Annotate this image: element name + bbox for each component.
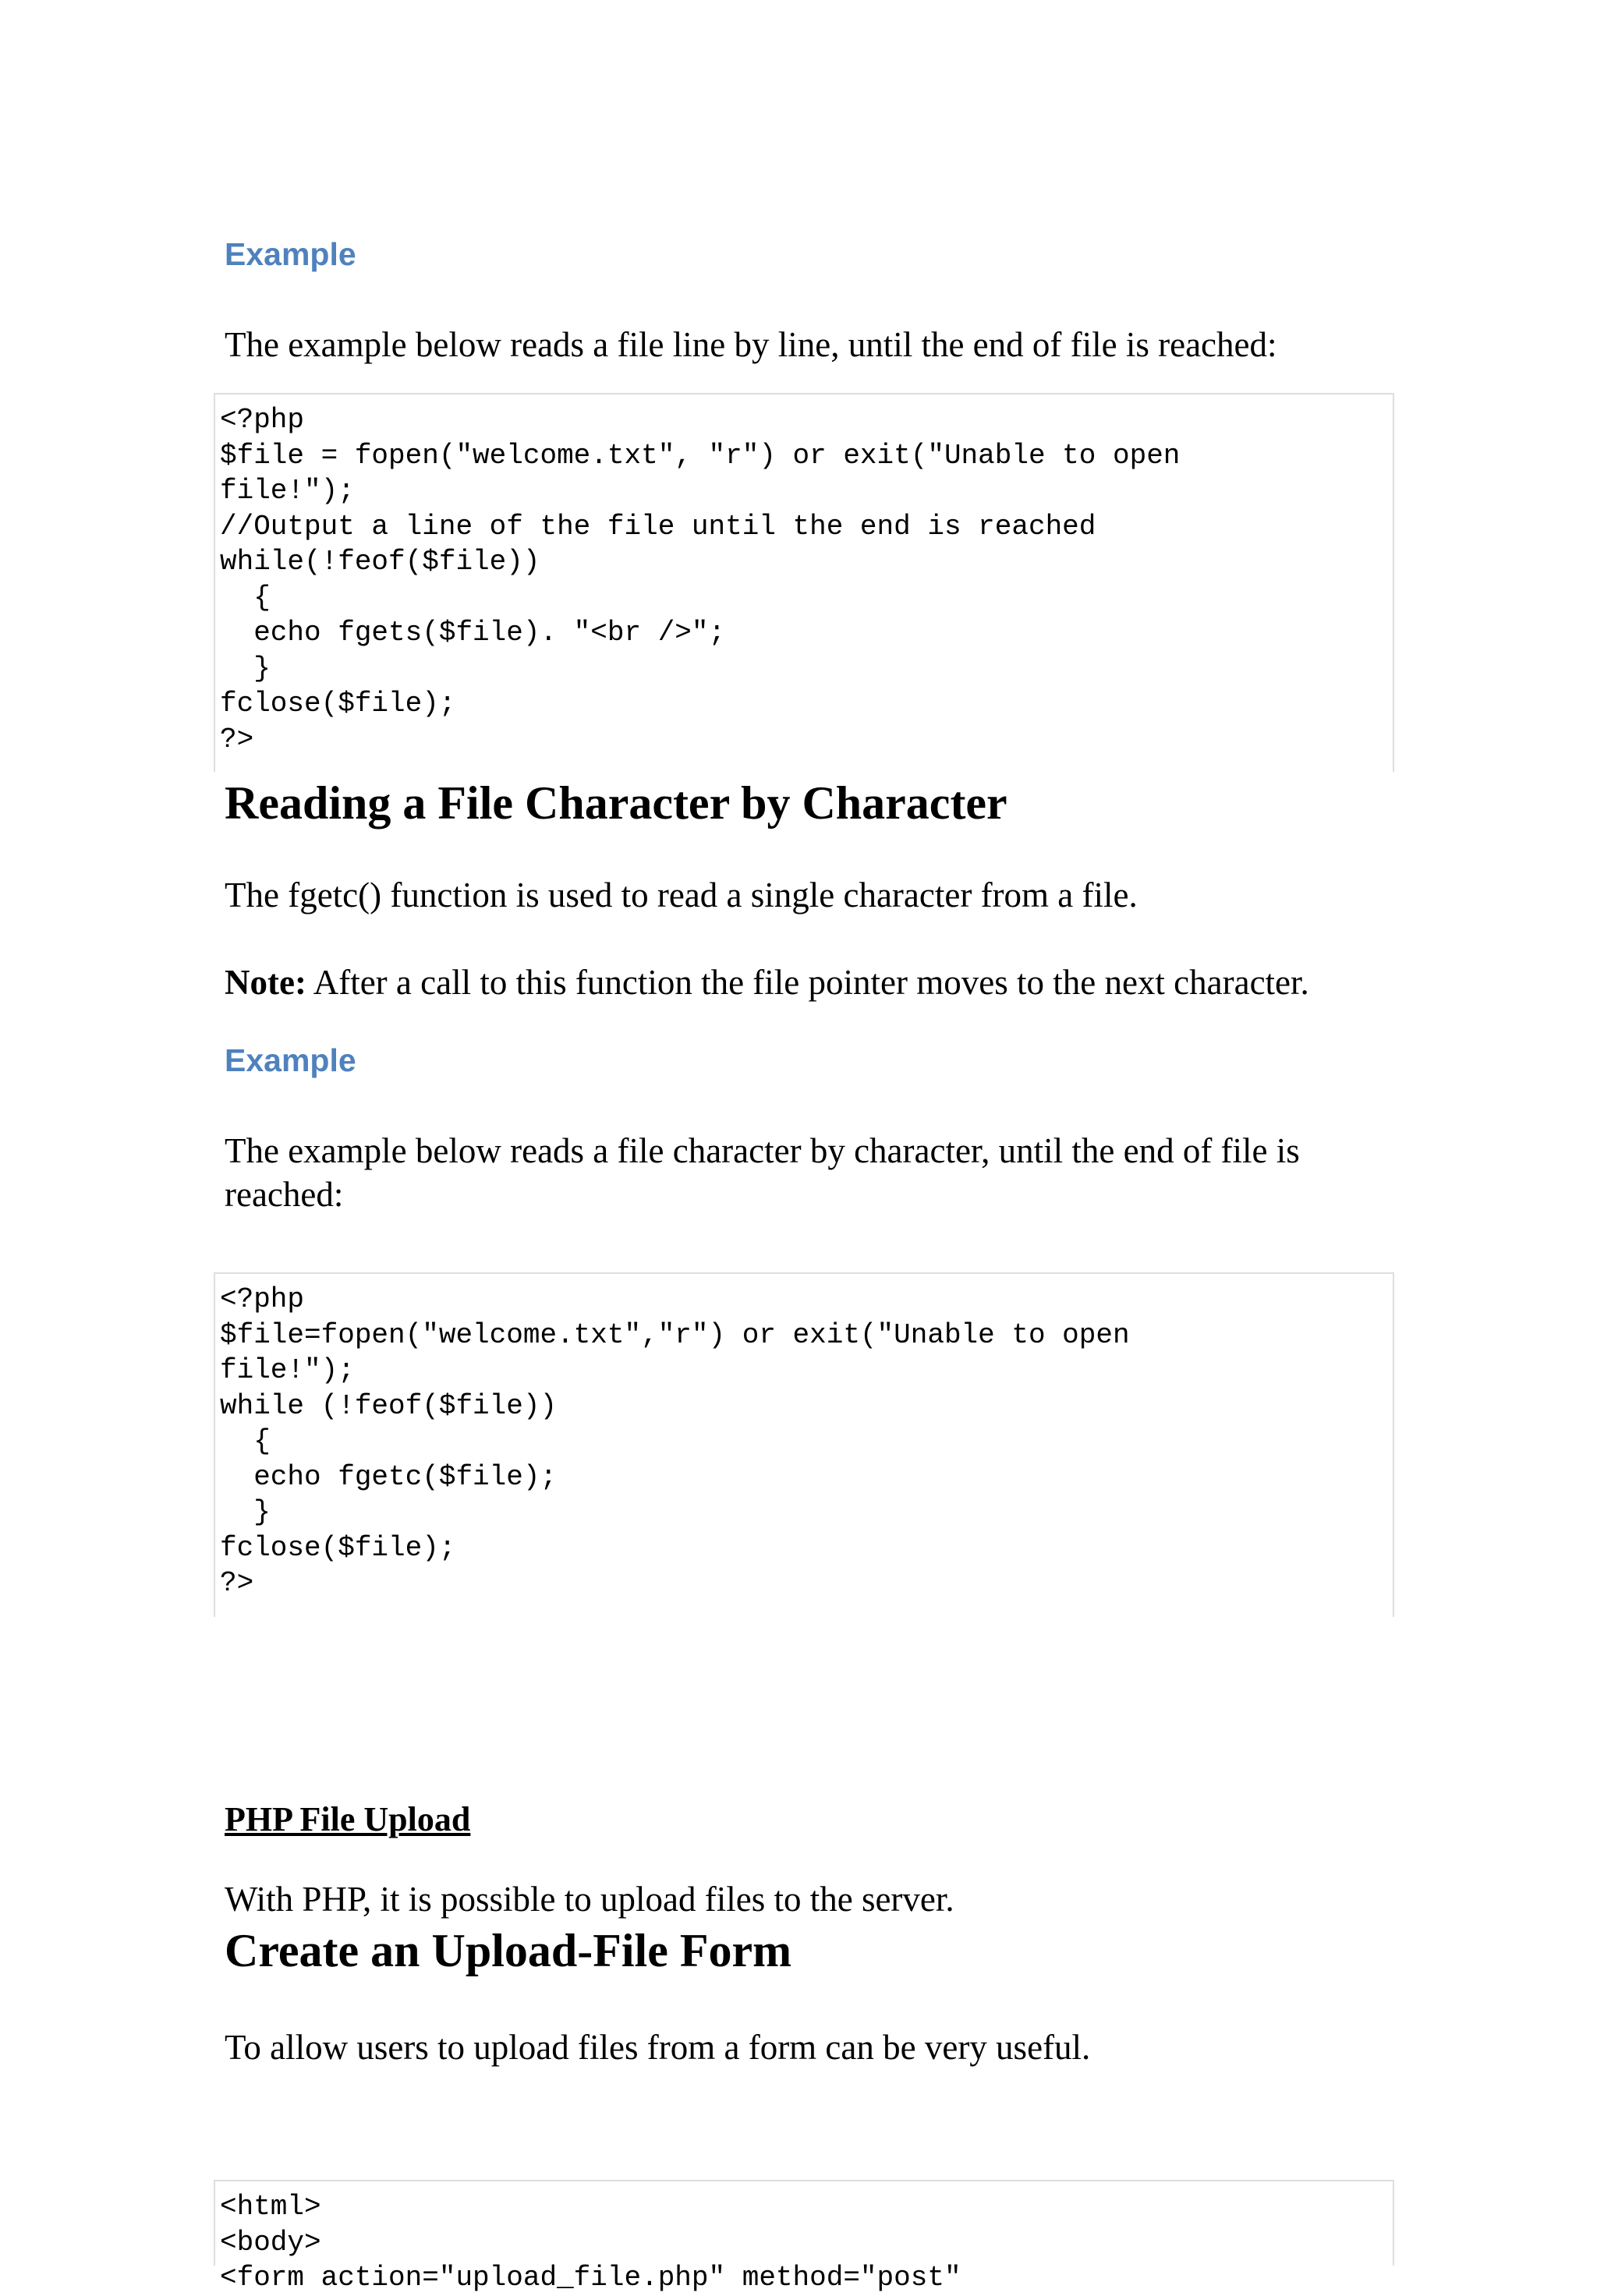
code-block-2 [214,1272,1394,1617]
fgetc-paragraph: The fgetc() function is used to read a single character from a file. [225,876,1138,915]
code-line: { [220,1425,271,1457]
note-label: Note: [225,963,306,1002]
note-paragraph [225,960,1309,1004]
code-line: <?php [220,404,305,436]
code-line: <form action="upload_file.php" method="post" [220,2262,961,2294]
heading-upload-form: Create an Upload-File Form [225,1925,792,1976]
code-line: } [220,652,271,685]
code-block-1 [214,393,1394,772]
code-line: //Output a line of the file until the end is reached [220,510,1096,543]
code-line: $file = fopen("welcome.txt", "r") or exit("Unable to open [220,439,1181,472]
upload-heading: PHP File Upload [225,1800,471,1838]
code-line: ?> [220,1567,254,1599]
code-line: fclose($file); [220,688,456,720]
heading-reading-char: Reading a File Character by Character [225,777,1007,829]
code-line: } [220,1496,271,1528]
code-line: while (!feof($file)) [220,1389,558,1422]
code-line: echo fgetc($file); [220,1460,558,1493]
note-text: After a call to this function the file pointer moves to the next character. [306,963,1309,1002]
example-heading-2: Example [225,1042,356,1078]
code-line: while(!feof($file)) [220,546,540,578]
code-line: file!"); [220,475,355,507]
upload-paragraph: With PHP, it is possible to upload files to the server. [225,1880,954,1919]
example-heading-1: Example [225,236,356,272]
code-line: file!"); [220,1354,355,1386]
code-line: ?> [220,723,254,755]
code-block-3 [214,2180,1394,2294]
code-line: <html> [220,2191,321,2223]
intro-paragraph-1: The example below reads a file line by line, until the end of file is reached: [225,325,1277,364]
code-line: { [220,581,271,614]
code-line: fclose($file); [220,1531,456,1564]
code-line: $file=fopen("welcome.txt","r") or exit("Unable to open [220,1318,1130,1351]
form-paragraph: To allow users to upload files from a form can be very useful. [225,2028,1091,2067]
code-line: <body> [220,2226,321,2259]
code-line: echo fgets($file). "<br />"; [220,617,726,649]
intro-paragraph-2: The example below reads a file character by character, until the end of file is reached: [225,1131,1300,1214]
code-line: <?php [220,1283,305,1315]
